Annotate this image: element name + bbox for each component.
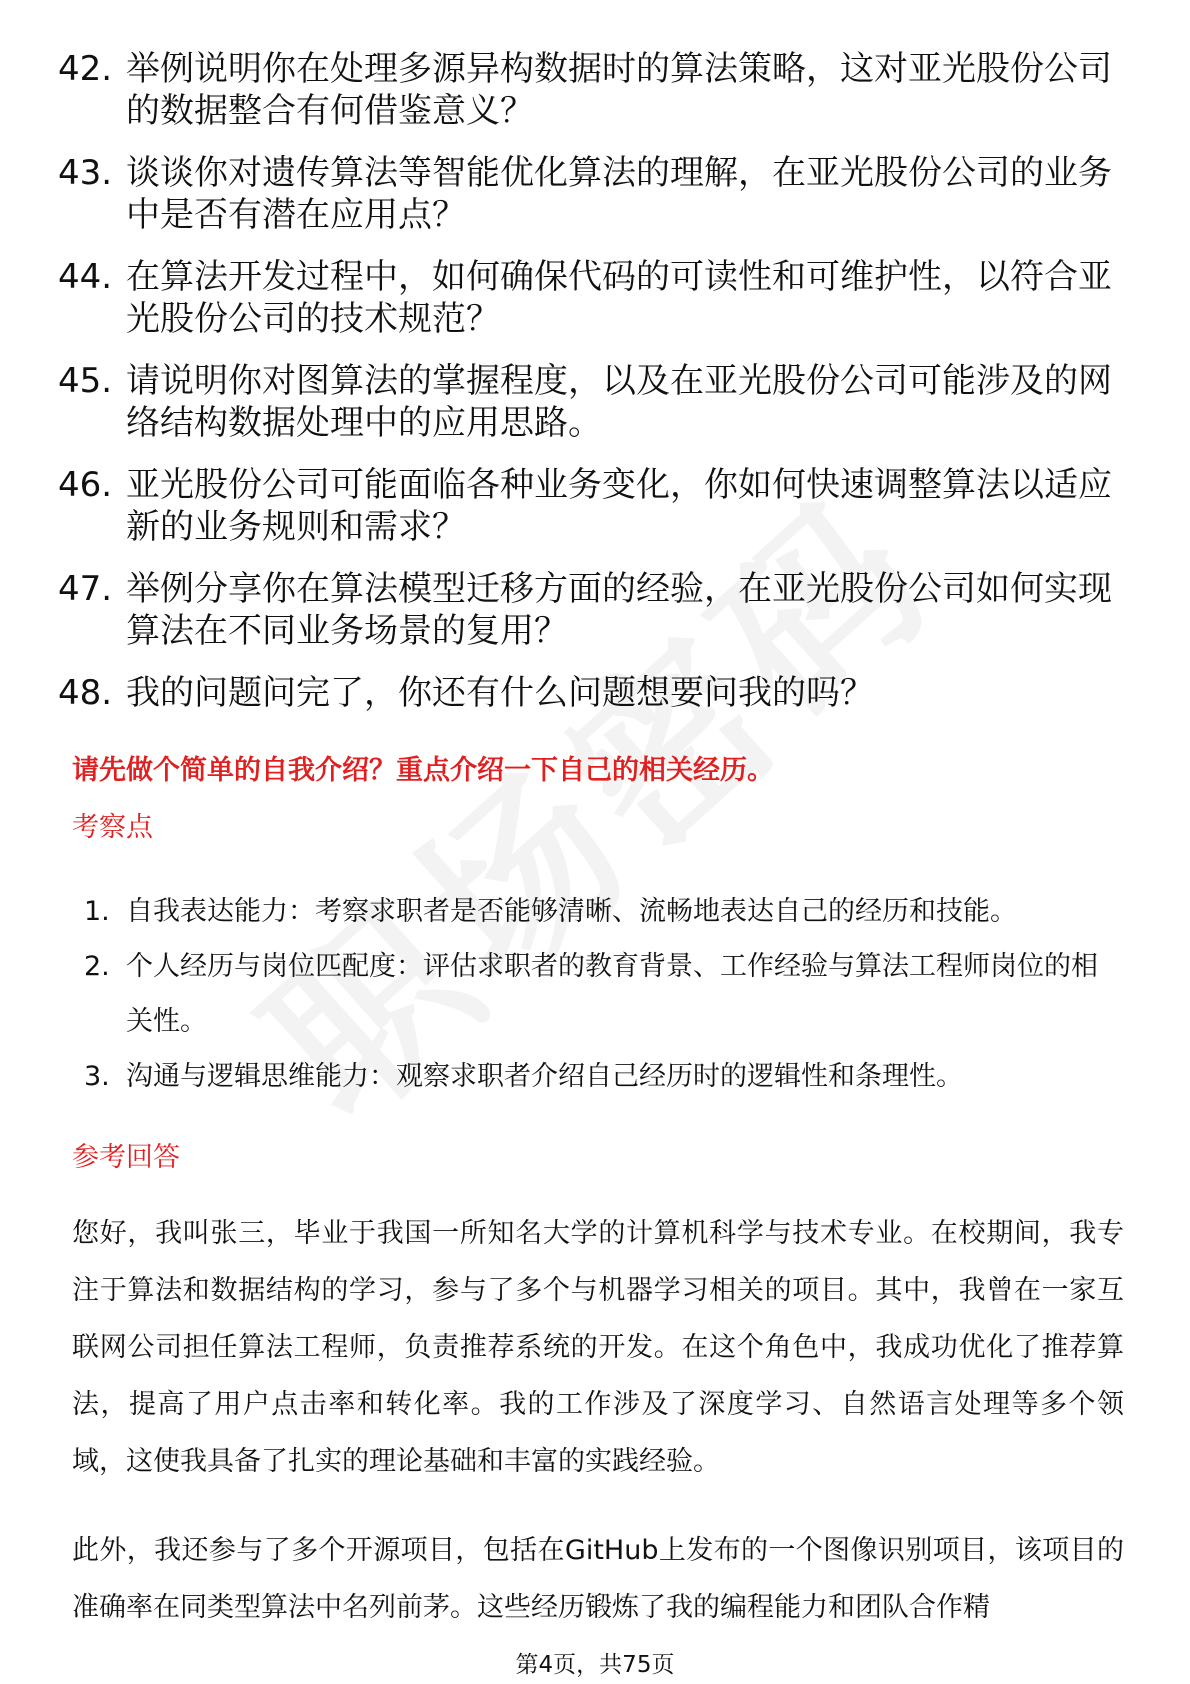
page-footer: 第4页，共75页: [515, 1652, 675, 1678]
question-text: 举例分享你在算法模型迁移方面的经验，在亚光股份公司如何实现算法在不同业务场景的复用？: [126, 569, 1112, 651]
answer-paragraph: 您好，我叫张三，毕业于我国一所知名大学的计算机科学与技术专业。在校期间，我专注于算法和数据结构的学习，参与了多个与机器学习相关的项目。其中，我曾在一家互联网公司担任算法工程师，负责推荐系统的开发。在这个角色中，我成功优化了推荐算法，提高了用户点击率和转化率。我的工作涉及了深度学习、自然语言处理等多个领域，这使我具备了扎实的理论基础和丰富的实践经验。: [72, 1218, 1124, 1477]
question-item: [58, 152, 1118, 236]
question-item: [58, 48, 1118, 132]
assessment-label: 考察点: [72, 812, 153, 843]
section-title: 请先做个简单的自我介绍？重点介绍一下自己的相关经历。: [72, 755, 774, 786]
answer-label: 参考回答: [72, 1142, 180, 1173]
question-item: [58, 256, 1118, 340]
point-text: 个人经历与岗位匹配度：评估求职者的教育背景、工作经验与算法工程师岗位的相关性。: [126, 951, 1098, 1037]
assessment-point: [84, 884, 1114, 939]
point-text: 沟通与逻辑思维能力：观察求职者介绍自己经历时的逻辑性和条理性。: [126, 1061, 963, 1092]
question-number: 44.: [58, 257, 113, 297]
question-text: 在算法开发过程中，如何确保代码的可读性和可维护性，以符合亚光股份公司的技术规范？: [126, 257, 1112, 339]
assessment-points: [84, 884, 1114, 1104]
assessment-point: [84, 939, 1114, 1049]
question-number: 42.: [58, 49, 113, 89]
question-text: 我的问题问完了，你还有什么问题想要问我的吗？: [126, 673, 874, 713]
point-number: 1.: [84, 896, 110, 927]
question-item: [58, 464, 1118, 548]
point-number: 3.: [84, 1061, 110, 1092]
point-text: 自我表达能力：考察求职者是否能够清晰、流畅地表达自己的经历和技能。: [126, 896, 1017, 927]
question-text: 请说明你对图算法的掌握程度，以及在亚光股份公司可能涉及的网络结构数据处理中的应用思路。: [126, 361, 1112, 443]
question-number: 43.: [58, 153, 113, 193]
question-text: 谈谈你对遗传算法等智能优化算法的理解，在亚光股份公司的业务中是否有潜在应用点？: [126, 153, 1112, 235]
question-list: [58, 48, 1118, 734]
question-item: [58, 360, 1118, 444]
question-text: 亚光股份公司可能面临各种业务变化，你如何快速调整算法以适应新的业务规则和需求？: [126, 465, 1112, 547]
answer-paragraph: 此外，我还参与了多个开源项目，包括在GitHub上发布的一个图像识别项目，该项目的准确率在同类型算法中名列前茅。这些经历锻炼了我的编程能力和团队合作精: [72, 1535, 1124, 1623]
question-text: 举例说明你在处理多源异构数据时的算法策略，这对亚光股份公司的数据整合有何借鉴意义？: [126, 49, 1112, 131]
answer-body: [72, 1205, 1124, 1668]
question-item: [58, 672, 1118, 714]
assessment-point: [84, 1049, 1114, 1104]
question-number: 46.: [58, 465, 113, 505]
point-number: 2.: [84, 951, 110, 982]
question-number: 45.: [58, 361, 113, 401]
question-number: 48.: [58, 673, 113, 713]
question-number: 47.: [58, 569, 113, 609]
question-item: [58, 568, 1118, 652]
